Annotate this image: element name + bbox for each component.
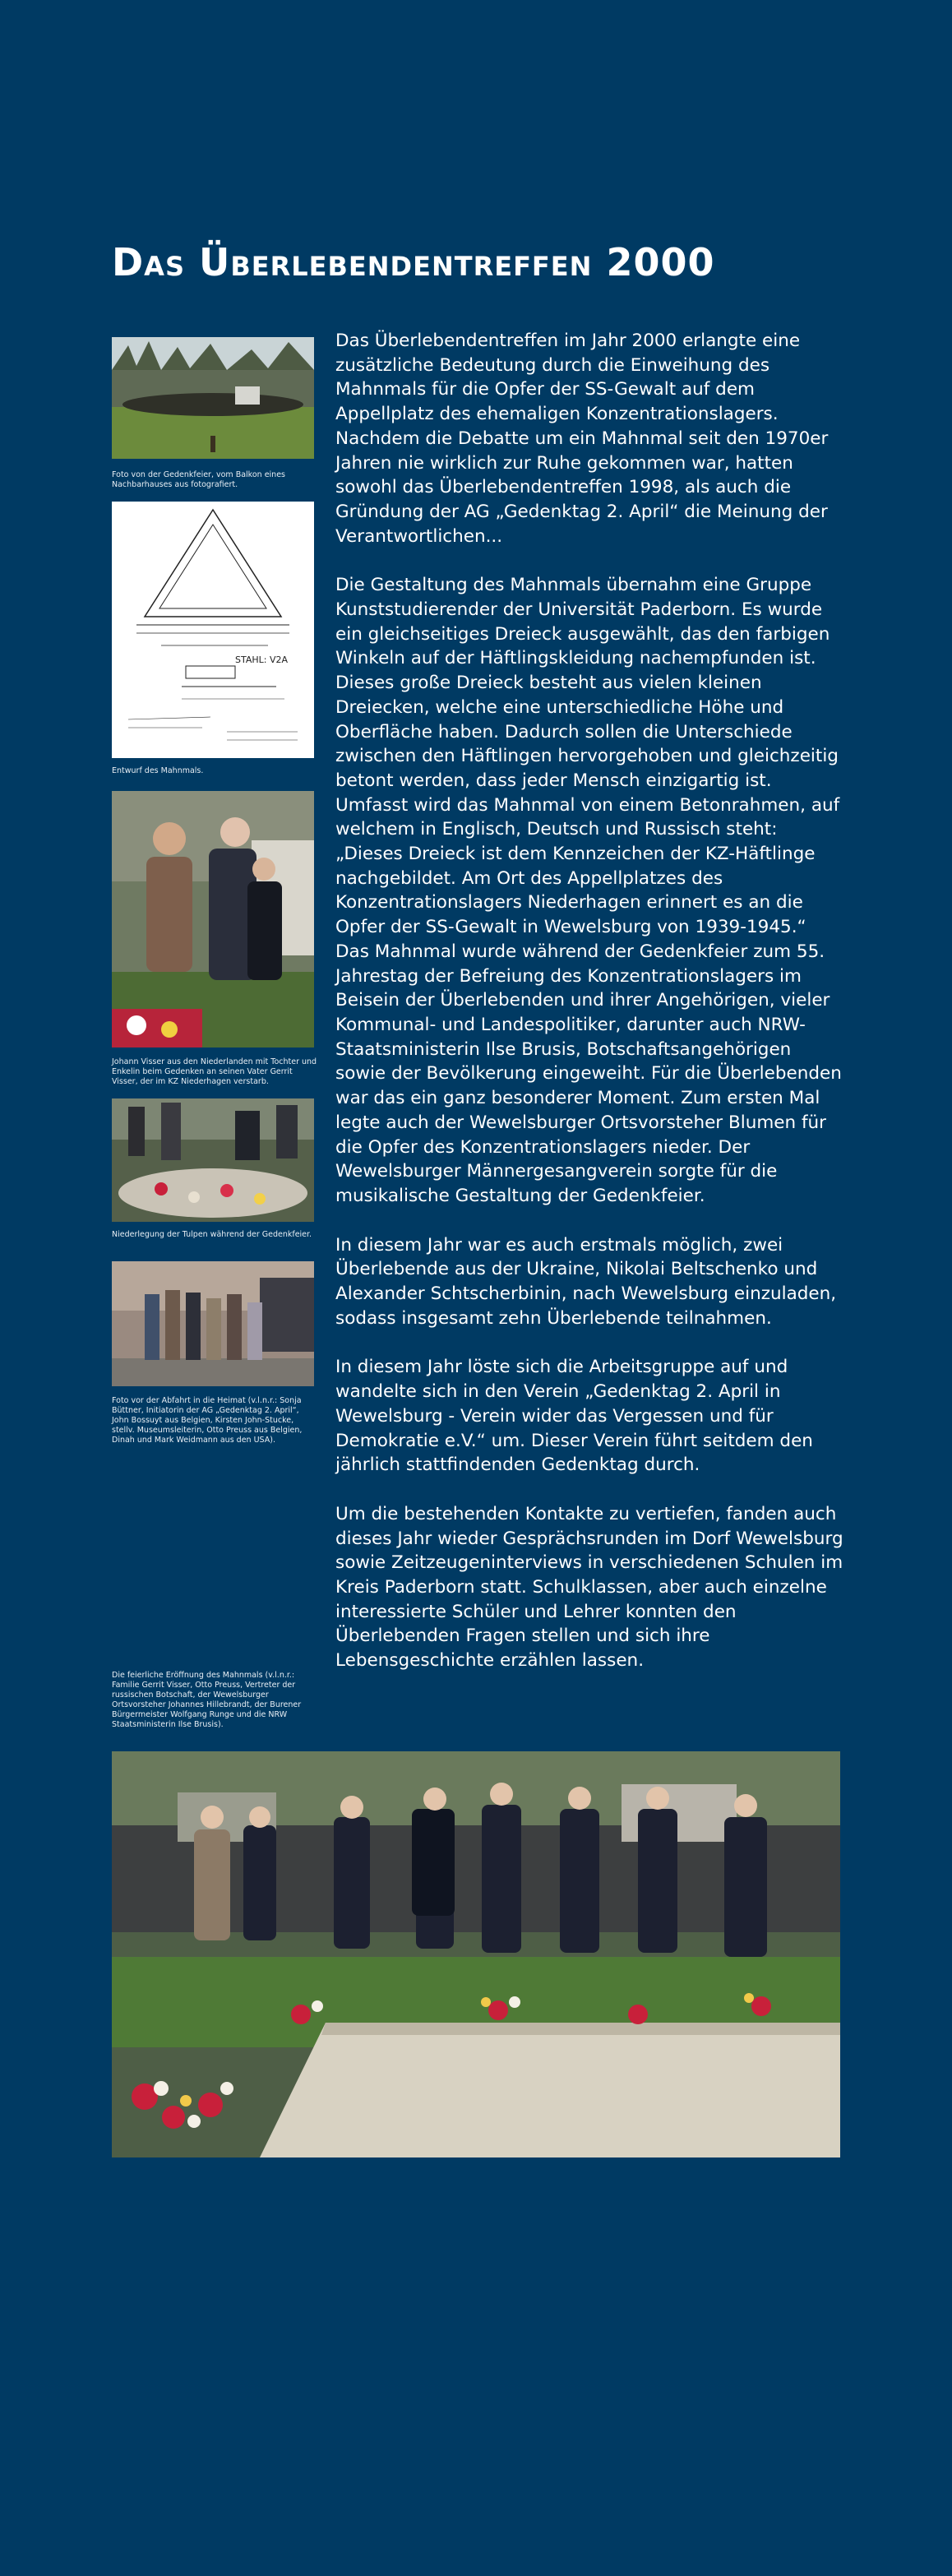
- photo-memorial-opening: [112, 1751, 840, 2157]
- caption-visser-family: Johann Visser aus den Niederlanden mit Tochter und Enkelin beim Gedenken an seinen Vater Gerrit Visser, der im KZ Niederhagen verstarb.: [112, 1057, 317, 1086]
- caption-ceremony-crowd: Foto von der Gedenkfeier, vom Balkon eines Nachbarhauses aus fotografiert.: [112, 470, 285, 489]
- caption-departure-group: Foto vor der Abfahrt in die Heimat (v.l.n.r.: Sonja Büttner, Initiatorin der AG „Gedenktag 2. April“, John Bossuyt aus Belgien, Kirsten John-Stucke, stellv. Museumsleiterin, Otto Preuss aus Belgien, Dinah und Mark Weidmann aus den USA).: [112, 1396, 303, 1445]
- paragraph-4: In diesem Jahr löste sich die Arbeitsgruppe auf und wandelte sich in den Verein „Gedenktag 2. April in Wewelsburg - Verein wider das Vergessen und für Demokratie e.V.“ um. Dieser Verein führt seitdem den jährlich stattfindenden Gedenktag durch.: [335, 1357, 813, 1476]
- paragraph-3: In diesem Jahr war es auch erstmals möglich, zwei Überlebende aus der Ukraine, Nikolai Beltschenko und Alexander Schtscherbinin, nach Wewelsburg einzuladen, sodass insgesamt zehn Überlebende teilnahmen.: [335, 1234, 837, 1329]
- caption-memorial-sketch: Entwurf des Mahnmals.: [112, 766, 204, 775]
- main-text: [335, 329, 845, 1698]
- caption-memorial-opening: Die feierliche Eröffnung des Mahnmals (v.l.n.r.: Familie Gerrit Visser, Otto Preuss, Vertreter der russischen Botschaft, der Wewelsburger Ortsvorsteher Johannes Hillebrandt, der Burener Bürgermeister Wolfgang Runge und die NRW Staatsministerin Ilse Brusis).: [112, 1671, 302, 1729]
- paragraph-2: Die Gestaltung des Mahnmals übernahm eine Gruppe Kunststudierender der Universität Paderborn. Es wurde ein gleichseitiges Dreieck ausgewählt, das den farbigen Winkeln auf der Häftlingskleidung nachempfunden ist. Dieses große Dreieck besteht aus vielen kleinen Dreiecken, welche eine unterschiedliche Höhe und Oberfläche haben. Dadurch sollen die Unterschiede zwischen den Häftlingen hervorgehoben und gleichzeitig betont werden, dass jeder Mensch einzigartig ist. Umfasst wird das Mahnmal von einem Betonrahmen, auf welchem in Englisch, Deutsch und Russisch steht: „Dieses Dreieck ist dem Kennzeichen der KZ-Häftlinge nachgebildet. Am Ort des Appellplatzes des Konzentrationslagers Niederhagen erinnert es an die Opfer der SS-Gewalt in Wewelsburg von 1939-1945.“ Das Mahnmal wurde während der Gedenkfeier zum 55. Jahrestag der Befreiung des Konzentrationslagers im Beisein der Überlebenden und ihrer Angehörigen, vieler Kommunal- und Landespolitiker, darunter auch NRW-Staatsministerin Ilse Brusis, Botschaftsangehörigen sowie der Bevölkerung eingeweiht. Für die Überlebenden war das ein ganz besonderer Moment. Zum ersten Mal legte auch der Wewelsburger Ortsvorsteher Blumen für die Opfer des Konzentrationslagers nieder. Der Wewelsburger Männergesangverein sorgte für die musikalische Gestaltung der Gedenkfeier.: [335, 575, 842, 1206]
- paragraph-5: Um die bestehenden Kontakte zu vertiefen, fanden auch dieses Jahr wieder Gesprächsrunden im Dorf Wewelsburg sowie Zeitzeugeninterviews in verschiedenen Schulen im Kreis Paderborn statt. Schulklassen, aber auch einzelne interessierte Schüler und Lehrer konnten den Überlebenden Fragen stellen und sich ihre Lebensgeschichte erzählen lassen.: [335, 1503, 843, 1672]
- photo-memorial-sketch: [112, 502, 314, 758]
- sketch-label-steel: STAHL: V2A: [235, 654, 289, 665]
- paragraph-1: Das Überlebendentreffen im Jahr 2000 erlangte eine zusätzliche Bedeutung durch die Einweihung des Mahnmals für die Opfer der SS-Gewalt auf dem Appellplatz des ehemaligen Konzentrationslagers. Nachdem die Debatte um ein Mahnmal seit den 1970er Jahren nie wirklich zur Ruhe gekommen war, hatten sowohl das Überlebendentreffen 1998, als auch die Gründung der AG „Gedenktag 2. April“ die Meinung der Verantwortlichen...: [335, 331, 829, 547]
- photo-ceremony-crowd: [112, 337, 314, 459]
- photo-laying-tulips: [112, 1098, 314, 1222]
- photo-departure-group: [112, 1261, 314, 1386]
- caption-laying-tulips: Niederlegung der Tulpen während der Gedenkfeier.: [112, 1230, 312, 1239]
- page-title: Das Überlebendentreffen 2000: [112, 240, 715, 284]
- photo-visser-family: [112, 791, 314, 1048]
